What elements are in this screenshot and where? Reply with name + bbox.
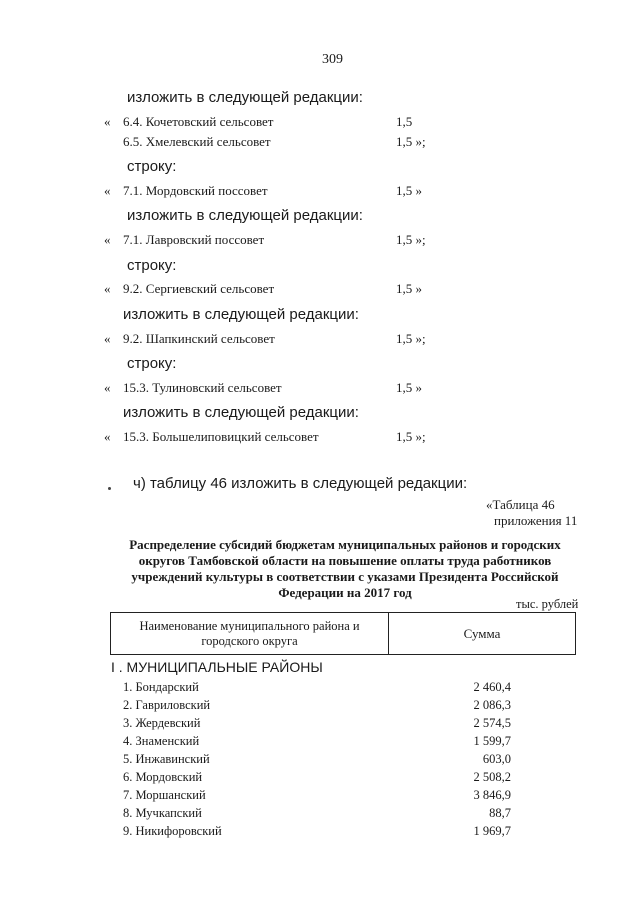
amendment-line-label: 9.2. Шапкинский сельсовет: [123, 331, 275, 346]
amendment-phrase: изложить в следующей редакции:: [123, 404, 359, 421]
table-row-sum: 1 599,7: [473, 734, 511, 748]
table-row-name: 3. Жердевский: [123, 716, 201, 730]
amendment-line-label: 6.4. Кочетовский сельсовет: [123, 114, 274, 129]
amendment-phrase: строку:: [127, 257, 177, 274]
open-quote: «: [104, 331, 111, 346]
amendment-line-value: 1,5 »;: [396, 232, 426, 247]
document-title: Распределение субсидий бюджетам муниципальных районов и городских округов Тамбовской области на повышение оплаты труда работников учреждений культуры в соответствии с указами Президента Российской Федерации на 2017 год: [129, 537, 561, 600]
table-header: [110, 612, 576, 655]
amendment-line-value: 1,5 »;: [396, 134, 426, 149]
open-quote: «: [104, 429, 111, 444]
amendment-phrase: строку:: [127, 355, 177, 372]
open-quote: «: [104, 281, 111, 296]
amendment-line-label: 7.1. Мордовский поссовет: [123, 183, 268, 198]
open-quote: «: [104, 232, 111, 247]
header-col-name: Наименование муниципального района и городского округа: [139, 619, 360, 648]
table-row-sum: 2 508,2: [473, 770, 511, 784]
table-row-name: 7. Моршанский: [123, 788, 206, 802]
amendment-line-value: 1,5 »: [396, 183, 422, 198]
open-quote: «: [104, 183, 111, 198]
table-row-name: 4. Знаменский: [123, 734, 200, 748]
table-row-name: 1. Бондарский: [123, 680, 199, 694]
open-quote: «: [104, 380, 111, 395]
table-row-sum: 2 460,4: [473, 680, 511, 694]
header-col-sum: Сумма: [463, 626, 501, 641]
amendment-line-label: 15.3. Тулиновский сельсовет: [123, 380, 282, 395]
unit-label: тыс. рублей: [516, 597, 579, 611]
table-row-sum: 603,0: [482, 752, 511, 766]
amendment-phrase: изложить в следующей редакции:: [127, 207, 363, 224]
table-row-name: 5. Инжавинский: [123, 752, 210, 766]
amendment-phrase: изложить в следующей редакции:: [123, 306, 359, 323]
table-ref-line1: «Таблица 46: [486, 497, 555, 512]
table-row-name: 6. Мордовский: [123, 770, 203, 784]
amendment-line-label: 7.1. Лавровский поссовет: [123, 232, 265, 247]
table-row-sum: 2 086,3: [473, 698, 511, 712]
table-row-name: 9. Никифоровский: [123, 824, 222, 838]
section-heading: I . МУНИЦИПАЛЬНЫЕ РАЙОНЫ: [111, 659, 323, 675]
amendment-phrase: изложить в следующей редакции:: [127, 89, 363, 106]
amendment-line-value: 1,5 »: [396, 380, 422, 395]
instruction-text: ч) таблицу 46 изложить в следующей редакции:: [133, 475, 468, 492]
table-row-name: 2. Гавриловский: [123, 698, 211, 712]
table-row-name: 8. Мучкапский: [123, 806, 202, 820]
table-ref-line2: приложения 11: [494, 513, 578, 528]
table-row-sum: 88,7: [489, 806, 511, 820]
amendment-line-value: 1,5 »: [396, 281, 422, 296]
amendment-line-value: 1,5 »;: [396, 331, 426, 346]
amendment-line-label: 9.2. Сергиевский сельсовет: [123, 281, 275, 296]
table-row-sum: 2 574,5: [473, 716, 511, 730]
page-number: 309: [322, 52, 343, 67]
amendment-line-label: 15.3. Большелиповицкий сельсовет: [123, 429, 319, 444]
table-row-sum: 1 969,7: [473, 824, 511, 838]
amendment-line-label: 6.5. Хмелевский сельсовет: [123, 134, 271, 149]
table-row-sum: 3 846,9: [473, 788, 511, 802]
amendment-line-value: 1,5: [396, 114, 413, 129]
amendment-phrase: строку:: [127, 158, 177, 175]
open-quote: «: [104, 114, 111, 129]
amendment-line-value: 1,5 »;: [396, 429, 426, 444]
scan-speck: [108, 487, 111, 490]
